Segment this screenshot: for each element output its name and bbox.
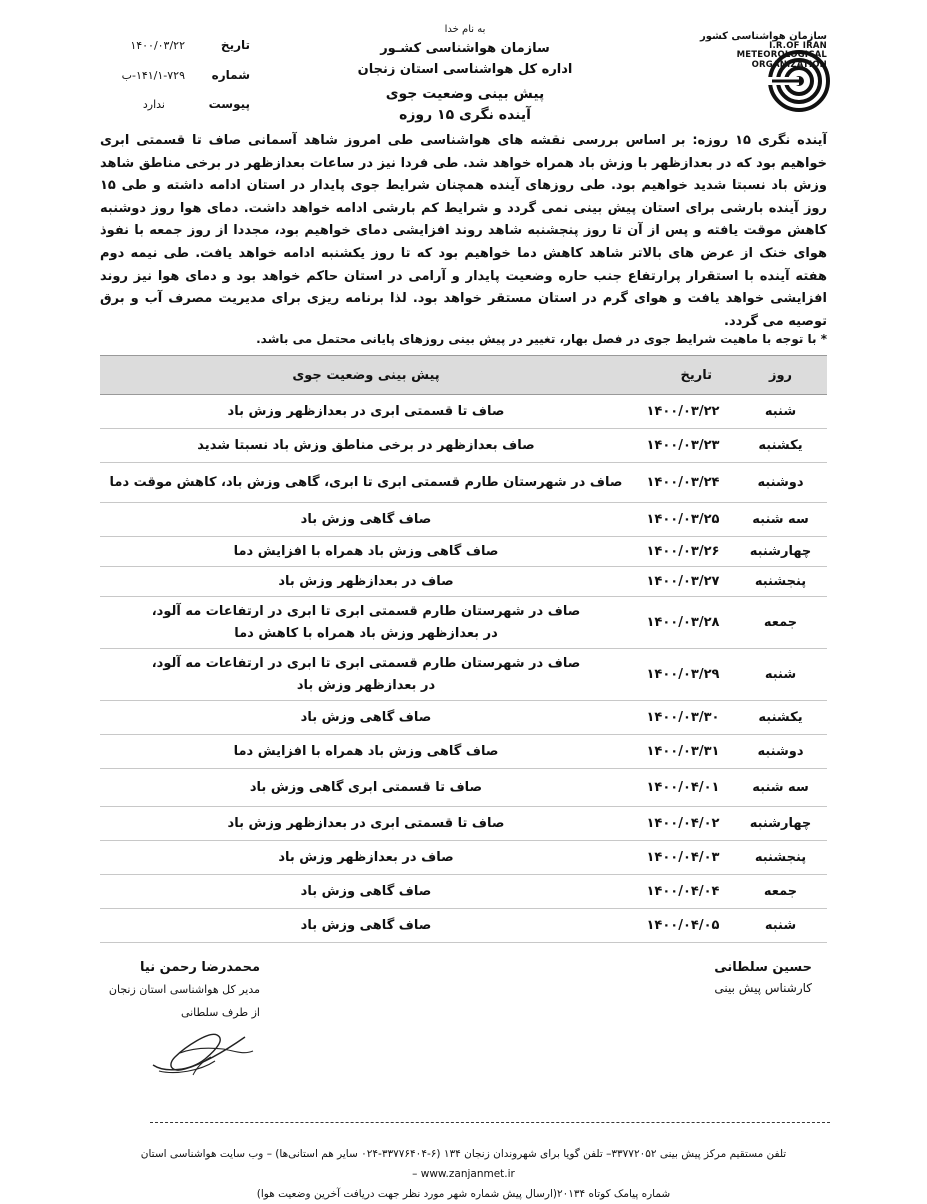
signer-left-name: محمدرضا رحمن نیا	[140, 960, 260, 975]
signer-right-name: حسین سلطانی	[714, 960, 812, 975]
row-date: ۱۴۰۰/۰۳/۲۶	[632, 537, 734, 567]
row-forecast-line-1: صاف گاهی وزش باد همراه با افزایش دما	[233, 743, 499, 759]
document-subtitle: آینده نگری ۱۵ روزه	[399, 107, 531, 123]
row-day: شنبه	[734, 649, 827, 701]
row-date: ۱۴۰۰/۰۳/۲۵	[632, 503, 734, 537]
forecast-note: * با توجه با ماهیت شرایط جوی در فصل بهار، تغییر در پیش بینی روزهای پایانی محتمل می باشد.	[256, 332, 827, 346]
table-row	[100, 649, 827, 701]
table-row	[100, 841, 827, 875]
signature-left	[100, 960, 260, 1019]
row-forecast	[100, 909, 632, 943]
footer-line-1: تلفن مستقیم مرکز پیش بینی ۳۳۷۷۲۰۵۲– تلفن گویا برای شهروندان زنجان ۱۳۴ (۶-۳۳۷۷۶۴۰۴-۰۲۴ سایر هم استانی‌ها) – وب سایت هواشناسی استان www.zanjanmet.ir –	[140, 1148, 787, 1180]
table-body	[100, 395, 827, 943]
header-forecast: پیش بینی وضعیت جوی	[100, 356, 632, 395]
row-forecast	[100, 567, 632, 597]
row-date: ۱۴۰۰/۰۴/۰۳	[632, 841, 734, 875]
footer-line-2: شماره پیامک کوتاه ۲۰۱۳۴(ارسال پیش شماره شهر مورد نظر جهت دریافت آخرین وضعیت هوا)	[256, 1188, 671, 1200]
table-row	[100, 807, 827, 841]
number-value: ۱۴۱/۱-۷۲۹-ب	[121, 69, 185, 82]
row-forecast	[100, 649, 632, 701]
table-row	[100, 909, 827, 943]
signer-left-role: مدیر کل هواشناسی استان زنجان	[108, 983, 260, 996]
footer-divider	[150, 1122, 830, 1123]
row-date: ۱۴۰۰/۰۳/۲۳	[632, 429, 734, 463]
signature-right	[714, 960, 812, 995]
table-row	[100, 567, 827, 597]
row-forecast-line-1: صاف در شهرستان طارم قسمتی ابری تا ابری در ارتفاعات مه آلود،	[151, 603, 581, 619]
logo-name-en-2: METEOROLOGICAL	[736, 50, 827, 60]
row-forecast-line-1: صاف تا قسمتی ابری در بعدازظهر وزش باد	[227, 403, 505, 419]
date-value: ۱۴۰۰/۰۳/۲۲	[130, 39, 185, 52]
row-day: یکشنبه	[734, 429, 827, 463]
row-date: ۱۴۰۰/۰۳/۲۲	[632, 395, 734, 429]
table-row	[100, 395, 827, 429]
number-label: شماره	[211, 68, 250, 82]
table-row	[100, 735, 827, 769]
header-date: تاریخ	[632, 356, 734, 395]
row-forecast	[100, 395, 632, 429]
row-date: ۱۴۰۰/۰۳/۳۰	[632, 701, 734, 735]
row-day: سه شنبه	[734, 769, 827, 807]
row-forecast-line-1: صاف گاهی وزش باد	[300, 883, 432, 899]
row-forecast-line-1: صاف در شهرستان طارم قسمتی ابری تا ابری در ارتفاعات مه آلود،	[151, 655, 581, 671]
document-title: پیش بینی وضعیت جوی	[385, 86, 545, 102]
logo-name-fa: سازمان هواشناسی کشور	[699, 31, 827, 42]
row-forecast	[100, 875, 632, 909]
row-forecast	[100, 597, 632, 649]
row-forecast-line-1: صاف گاهی وزش باد همراه با افزایش دما	[233, 543, 499, 559]
row-day: پنجشنبه	[734, 567, 827, 597]
row-forecast-line-2: در بعدازظهر وزش باد همراه با کاهش دما	[234, 625, 498, 641]
row-date: ۱۴۰۰/۰۳/۲۷	[632, 567, 734, 597]
row-day: پنجشنبه	[734, 841, 827, 875]
row-day: جمعه	[734, 875, 827, 909]
handwritten-signature-icon	[145, 1025, 260, 1080]
row-day: دوشنبه	[734, 735, 827, 769]
row-forecast	[100, 769, 632, 807]
forecast-table	[100, 355, 827, 943]
row-forecast-line-2: در بعدازظهر وزش باد	[296, 677, 436, 693]
row-date: ۱۴۰۰/۰۴/۰۵	[632, 909, 734, 943]
attachment-label: پیوست	[208, 97, 250, 111]
row-day: چهارشنبه	[734, 807, 827, 841]
signer-right-role: کارشناس پیش بینی	[714, 981, 812, 995]
header-day: روز	[734, 356, 827, 395]
row-day: دوشنبه	[734, 463, 827, 503]
row-day: جمعه	[734, 597, 827, 649]
row-forecast-line-1: صاف گاهی وزش باد	[300, 511, 432, 527]
table-row	[100, 463, 827, 503]
footer	[100, 1144, 827, 1204]
table-row	[100, 429, 827, 463]
row-forecast-line-1: صاف گاهی وزش باد	[300, 917, 432, 933]
bismillah: به نام خدا	[444, 24, 486, 35]
row-date: ۱۴۰۰/۰۴/۰۴	[632, 875, 734, 909]
row-date: ۱۴۰۰/۰۴/۰۲	[632, 807, 734, 841]
row-date: ۱۴۰۰/۰۳/۲۴	[632, 463, 734, 503]
table-row	[100, 875, 827, 909]
row-forecast	[100, 537, 632, 567]
table-row	[100, 769, 827, 807]
row-forecast	[100, 429, 632, 463]
table-row	[100, 503, 827, 537]
row-date: ۱۴۰۰/۰۳/۲۹	[632, 649, 734, 701]
row-forecast-line-1: صاف در بعدازظهر وزش باد	[278, 573, 454, 589]
document-header	[300, 22, 630, 126]
row-date: ۱۴۰۰/۰۳/۳۱	[632, 735, 734, 769]
logo-wordmark	[677, 32, 827, 70]
table-row	[100, 597, 827, 649]
logo-name-en-1: I.R.OF IRAN	[769, 40, 827, 51]
row-day: شنبه	[734, 909, 827, 943]
row-forecast-line-1: صاف تا قسمتی ابری گاهی وزش باد	[249, 779, 483, 795]
row-day: یکشنبه	[734, 701, 827, 735]
org-line-1: سازمان هواشناسی کشـور	[380, 41, 550, 56]
attachment-value: ندارد	[142, 98, 165, 111]
row-forecast	[100, 463, 632, 503]
row-forecast-line-1: صاف تا قسمتی ابری در بعدازظهر وزش باد	[227, 815, 505, 831]
row-date: ۱۴۰۰/۰۳/۲۸	[632, 597, 734, 649]
signer-left-note: از طرف سلطانی	[180, 1006, 260, 1019]
row-forecast-line-1: صاف بعدازظهر در برخی مناطق وزش باد نسبتا شدید	[197, 437, 535, 453]
row-forecast	[100, 841, 632, 875]
logo-name-en-3: ORGANIZATION	[751, 59, 827, 70]
org-line-2: اداره کل هواشناسی استان زنجان	[357, 62, 573, 77]
table-header-row	[100, 356, 827, 395]
row-forecast	[100, 735, 632, 769]
date-label: تاریخ	[220, 38, 250, 52]
row-forecast	[100, 807, 632, 841]
row-forecast	[100, 503, 632, 537]
row-forecast-line-1: صاف در بعدازظهر وزش باد	[278, 849, 454, 865]
row-forecast-line-1: صاف در شهرستان طارم قسمتی ابری تا ابری، گاهی وزش باد، کاهش موقت دما	[109, 474, 623, 490]
table-row	[100, 701, 827, 735]
row-day: چهارشنبه	[734, 537, 827, 567]
row-forecast-line-1: صاف گاهی وزش باد	[300, 709, 432, 725]
row-forecast	[100, 701, 632, 735]
forecast-paragraph: آینده نگری ۱۵ روزه: بر اساس بررسی نقشه های هواشناسی طی امروز شاهد آسمانی صاف تا قسمتی ابری خواهیم بود که در بعدازظهر با وزش باد همراه خواهد شد. طی فردا نیز در ساعات بعدازظهر در برخی مناطق شاهد وزش باد نسبتا شدید خواهیم بود. طی روزهای آینده همچنان شرایط جوی پایدار در استان ادامه داشته و طی ۱۵ روز آینده بارشی برای استان پیش بینی نمی گردد و شرایط کم بارشی ادامه خواهد داشت. دمای هوا روز دوشنبه کاهش موقت یافته و پس از آن تا روز پنجشنبه شاهد روند افزایشی دمای خواهیم بود، مجددا از روز جمعه با نفوذ هوای خنک از عرض های بالاتر شاهد کاهش دما خواهیم بود که تا روز یکشنبه ادامه خواهد یافت. طی نیمه دوم هفته آینده با استقرار پرارتفاع جنب حاره وضعیت پایدار و آرامی در استان حاکم خواهد بود و دمای هوا نیز روند افزایشی خواهد یافت و هوای گرم در استان مستقر خواهد بود. لذا برنامه ریزی برای مدیریت مصرف آب و برق توصیه می گردد.	[100, 133, 827, 329]
row-day: سه شنبه	[734, 503, 827, 537]
table-row	[100, 537, 827, 567]
row-day: شنبه	[734, 395, 827, 429]
row-date: ۱۴۰۰/۰۴/۰۱	[632, 769, 734, 807]
